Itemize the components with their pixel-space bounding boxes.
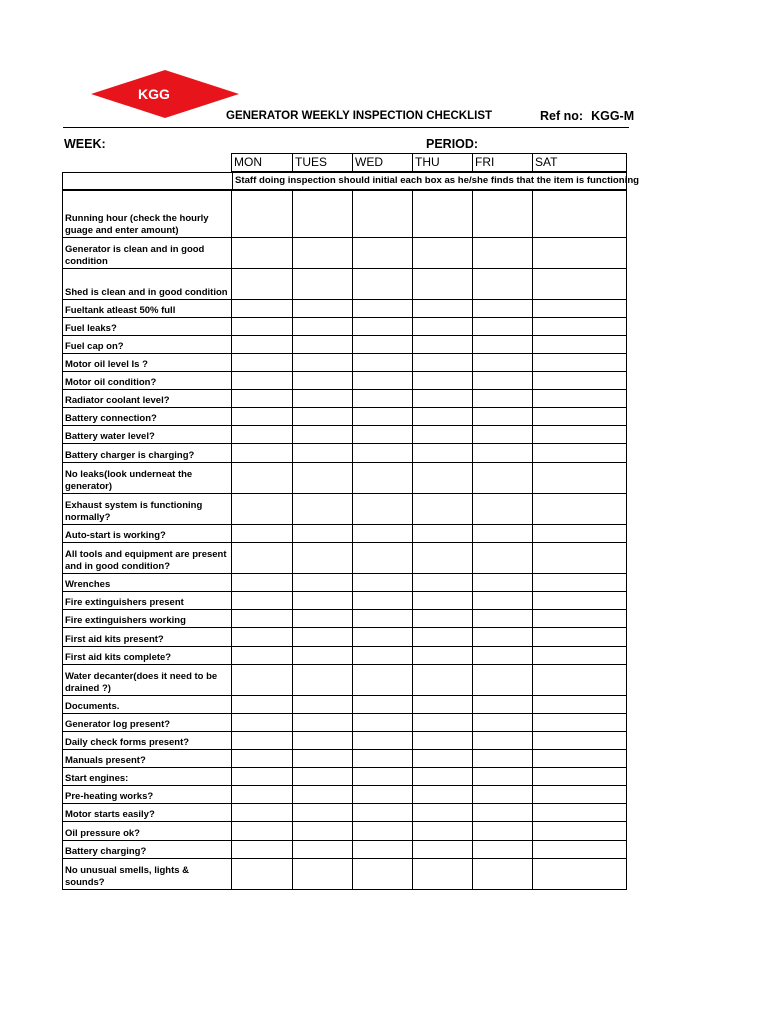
table-row xyxy=(63,463,627,494)
check-cell[interactable] xyxy=(353,300,413,318)
check-cell[interactable] xyxy=(533,543,627,574)
check-cell[interactable] xyxy=(533,318,627,336)
checklist-item: Exhaust system is functioning normally? xyxy=(63,494,232,525)
check-cell[interactable] xyxy=(293,750,353,768)
check-cell[interactable] xyxy=(293,822,353,841)
table-row xyxy=(63,525,627,543)
check-cell[interactable] xyxy=(293,390,353,408)
page-title: GENERATOR WEEKLY INSPECTION CHECKLIST xyxy=(226,110,493,122)
check-cell[interactable] xyxy=(473,238,533,269)
check-cell[interactable] xyxy=(473,628,533,647)
table-row xyxy=(63,372,627,390)
check-cell[interactable] xyxy=(293,463,353,494)
logo-text: KGG xyxy=(138,86,170,102)
check-cell[interactable] xyxy=(232,543,293,574)
check-cell[interactable] xyxy=(473,768,533,786)
check-cell[interactable] xyxy=(353,269,413,300)
check-cell[interactable] xyxy=(413,426,473,444)
check-cell[interactable] xyxy=(473,543,533,574)
check-cell[interactable] xyxy=(293,318,353,336)
check-cell[interactable] xyxy=(413,841,473,859)
table-row xyxy=(63,768,627,786)
check-cell[interactable] xyxy=(232,750,293,768)
checklist-item: Fire extinguishers present xyxy=(63,592,232,610)
check-cell[interactable] xyxy=(473,786,533,804)
check-cell[interactable] xyxy=(533,592,627,610)
checklist-item: Generator is clean and in good condition xyxy=(63,238,232,269)
check-cell[interactable] xyxy=(413,336,473,354)
check-cell[interactable] xyxy=(473,463,533,494)
check-cell[interactable] xyxy=(293,841,353,859)
table-row xyxy=(63,822,627,841)
check-cell[interactable] xyxy=(413,494,473,525)
check-cell[interactable] xyxy=(293,628,353,647)
check-cell[interactable] xyxy=(413,525,473,543)
checklist-item: Shed is clean and in good condition xyxy=(63,269,232,300)
table-row xyxy=(63,665,627,696)
check-cell[interactable] xyxy=(533,300,627,318)
table-row xyxy=(63,750,627,768)
week-label: WEEK: xyxy=(64,137,106,151)
checklist-item: Battery water level? xyxy=(63,426,232,444)
table-row xyxy=(63,426,627,444)
check-cell[interactable] xyxy=(232,318,293,336)
check-cell[interactable] xyxy=(293,574,353,592)
check-cell[interactable] xyxy=(353,822,413,841)
check-cell[interactable] xyxy=(232,786,293,804)
check-cell[interactable] xyxy=(533,444,627,463)
check-cell[interactable] xyxy=(533,238,627,269)
table-row xyxy=(63,444,627,463)
check-cell[interactable] xyxy=(293,732,353,750)
check-cell[interactable] xyxy=(533,804,627,822)
check-cell[interactable] xyxy=(473,354,533,372)
check-cell[interactable] xyxy=(232,494,293,525)
table-row xyxy=(63,390,627,408)
table-row xyxy=(63,628,627,647)
check-cell[interactable] xyxy=(353,426,413,444)
ref-label: Ref no: xyxy=(540,109,584,123)
instruction-text: Staff doing inspection should initial each box as he/she finds that the item is functioning xyxy=(235,175,640,186)
check-cell[interactable] xyxy=(473,592,533,610)
table-row xyxy=(63,714,627,732)
checklist-table xyxy=(62,190,627,890)
check-cell[interactable] xyxy=(353,592,413,610)
check-cell[interactable] xyxy=(293,647,353,665)
checklist-item: Running hour (check the hourly guage and enter amount) xyxy=(63,191,232,238)
check-cell[interactable] xyxy=(533,786,627,804)
check-cell[interactable] xyxy=(232,354,293,372)
check-cell[interactable] xyxy=(533,390,627,408)
check-cell[interactable] xyxy=(473,696,533,714)
check-cell[interactable] xyxy=(473,574,533,592)
check-cell[interactable] xyxy=(293,300,353,318)
check-cell[interactable] xyxy=(413,768,473,786)
check-cell[interactable] xyxy=(473,647,533,665)
check-cell[interactable] xyxy=(293,696,353,714)
check-cell[interactable] xyxy=(293,592,353,610)
check-cell[interactable] xyxy=(533,750,627,768)
table-row xyxy=(63,732,627,750)
check-cell[interactable] xyxy=(293,525,353,543)
table-row xyxy=(63,841,627,859)
check-cell[interactable] xyxy=(353,768,413,786)
check-cell[interactable] xyxy=(232,408,293,426)
checklist-item: Fuel cap on? xyxy=(63,336,232,354)
check-cell[interactable] xyxy=(413,269,473,300)
check-cell[interactable] xyxy=(293,610,353,628)
day-mon: MON xyxy=(232,154,293,172)
check-cell[interactable] xyxy=(413,665,473,696)
check-cell[interactable] xyxy=(533,665,627,696)
checklist-item: Documents. xyxy=(63,696,232,714)
checklist-item: Fire extinguishers working xyxy=(63,610,232,628)
checklist-item: Start engines: xyxy=(63,768,232,786)
check-cell[interactable] xyxy=(533,336,627,354)
check-cell[interactable] xyxy=(533,841,627,859)
check-cell[interactable] xyxy=(533,714,627,732)
table-row xyxy=(63,804,627,822)
checklist-item: Manuals present? xyxy=(63,750,232,768)
check-cell[interactable] xyxy=(293,354,353,372)
check-cell[interactable] xyxy=(413,592,473,610)
check-cell[interactable] xyxy=(293,859,353,890)
check-cell[interactable] xyxy=(293,786,353,804)
check-cell[interactable] xyxy=(353,610,413,628)
checklist-item: First aid kits complete? xyxy=(63,647,232,665)
table-row xyxy=(63,408,627,426)
check-cell[interactable] xyxy=(413,574,473,592)
check-cell[interactable] xyxy=(533,372,627,390)
check-cell[interactable] xyxy=(473,318,533,336)
checklist-item: Motor oil condition? xyxy=(63,372,232,390)
table-row xyxy=(63,238,627,269)
table-row xyxy=(63,647,627,665)
check-cell[interactable] xyxy=(413,786,473,804)
check-cell[interactable] xyxy=(232,336,293,354)
check-cell[interactable] xyxy=(533,732,627,750)
checklist-item: Battery charger is charging? xyxy=(63,444,232,463)
company-logo xyxy=(91,70,239,118)
check-cell[interactable] xyxy=(232,714,293,732)
check-cell[interactable] xyxy=(533,574,627,592)
check-cell[interactable] xyxy=(293,665,353,696)
check-cell[interactable] xyxy=(533,463,627,494)
table-row xyxy=(63,354,627,372)
check-cell[interactable] xyxy=(353,372,413,390)
check-cell[interactable] xyxy=(293,238,353,269)
check-cell[interactable] xyxy=(353,804,413,822)
check-cell[interactable] xyxy=(232,269,293,300)
check-cell[interactable] xyxy=(353,750,413,768)
check-cell[interactable] xyxy=(293,768,353,786)
check-cell[interactable] xyxy=(413,714,473,732)
check-cell[interactable] xyxy=(533,191,627,238)
day-tues: TUES xyxy=(293,154,353,172)
check-cell[interactable] xyxy=(473,732,533,750)
instruction-row xyxy=(62,172,640,190)
check-cell[interactable] xyxy=(473,610,533,628)
check-cell[interactable] xyxy=(232,859,293,890)
check-cell[interactable] xyxy=(232,822,293,841)
check-cell[interactable] xyxy=(293,408,353,426)
check-cell[interactable] xyxy=(413,318,473,336)
check-cell[interactable] xyxy=(473,426,533,444)
check-cell[interactable] xyxy=(473,822,533,841)
check-cell[interactable] xyxy=(232,390,293,408)
check-cell[interactable] xyxy=(232,804,293,822)
check-cell[interactable] xyxy=(293,336,353,354)
checklist-item: Fuel leaks? xyxy=(63,318,232,336)
check-cell[interactable] xyxy=(473,841,533,859)
check-cell[interactable] xyxy=(353,647,413,665)
check-cell[interactable] xyxy=(293,444,353,463)
check-cell[interactable] xyxy=(473,859,533,890)
check-cell[interactable] xyxy=(533,647,627,665)
check-cell[interactable] xyxy=(413,300,473,318)
check-cell[interactable] xyxy=(232,525,293,543)
check-cell[interactable] xyxy=(473,300,533,318)
check-cell[interactable] xyxy=(293,494,353,525)
check-cell[interactable] xyxy=(533,354,627,372)
check-cell[interactable] xyxy=(293,269,353,300)
checklist-item: Pre-heating works? xyxy=(63,786,232,804)
checklist-item: First aid kits present? xyxy=(63,628,232,647)
instruction-divider xyxy=(232,173,233,189)
checklist-item: Oil pressure ok? xyxy=(63,822,232,841)
check-cell[interactable] xyxy=(293,804,353,822)
check-cell[interactable] xyxy=(473,750,533,768)
check-cell[interactable] xyxy=(413,372,473,390)
check-cell[interactable] xyxy=(533,859,627,890)
table-row xyxy=(63,543,627,574)
check-cell[interactable] xyxy=(232,732,293,750)
check-cell[interactable] xyxy=(293,714,353,732)
title-underline xyxy=(63,127,629,128)
table-row xyxy=(63,574,627,592)
check-cell[interactable] xyxy=(413,750,473,768)
check-cell[interactable] xyxy=(413,463,473,494)
check-cell[interactable] xyxy=(413,732,473,750)
check-cell[interactable] xyxy=(473,444,533,463)
day-fri: FRI xyxy=(473,154,533,172)
check-cell[interactable] xyxy=(413,859,473,890)
check-cell[interactable] xyxy=(232,444,293,463)
check-cell[interactable] xyxy=(473,494,533,525)
check-cell[interactable] xyxy=(232,463,293,494)
checklist-item: Auto-start is working? xyxy=(63,525,232,543)
table-row xyxy=(63,300,627,318)
check-cell[interactable] xyxy=(473,390,533,408)
check-cell[interactable] xyxy=(413,696,473,714)
check-cell[interactable] xyxy=(232,647,293,665)
table-row xyxy=(63,494,627,525)
check-cell[interactable] xyxy=(413,191,473,238)
check-cell[interactable] xyxy=(413,804,473,822)
check-cell[interactable] xyxy=(232,628,293,647)
checklist-item: Battery charging? xyxy=(63,841,232,859)
checklist-item: Daily check forms present? xyxy=(63,732,232,750)
check-cell[interactable] xyxy=(353,543,413,574)
check-cell[interactable] xyxy=(353,336,413,354)
check-cell[interactable] xyxy=(473,665,533,696)
check-cell[interactable] xyxy=(353,732,413,750)
check-cell[interactable] xyxy=(353,354,413,372)
check-cell[interactable] xyxy=(533,408,627,426)
check-cell[interactable] xyxy=(232,300,293,318)
ref-value: KGG-M xyxy=(591,109,635,123)
period-label: PERIOD: xyxy=(426,137,479,151)
check-cell[interactable] xyxy=(232,574,293,592)
table-row xyxy=(63,269,627,300)
checklist-item: Water decanter(does it need to be drained ?) xyxy=(63,665,232,696)
check-cell[interactable] xyxy=(413,354,473,372)
check-cell[interactable] xyxy=(293,426,353,444)
check-cell[interactable] xyxy=(293,191,353,238)
check-cell[interactable] xyxy=(413,543,473,574)
check-cell[interactable] xyxy=(473,525,533,543)
day-thu: THU xyxy=(413,154,473,172)
checklist-item: All tools and equipment are present and in good condition? xyxy=(63,543,232,574)
check-cell[interactable] xyxy=(353,574,413,592)
check-cell[interactable] xyxy=(533,628,627,647)
check-cell[interactable] xyxy=(413,822,473,841)
check-cell[interactable] xyxy=(413,647,473,665)
check-cell[interactable] xyxy=(533,768,627,786)
check-cell[interactable] xyxy=(232,426,293,444)
check-cell[interactable] xyxy=(413,408,473,426)
checklist-item: Wrenches xyxy=(63,574,232,592)
table-row xyxy=(63,191,627,238)
table-row xyxy=(63,696,627,714)
checklist-item: No unusual smells, lights & sounds? xyxy=(63,859,232,890)
check-cell[interactable] xyxy=(353,665,413,696)
check-cell[interactable] xyxy=(353,390,413,408)
check-cell[interactable] xyxy=(353,191,413,238)
checklist-item: Battery connection? xyxy=(63,408,232,426)
checklist-item: Motor starts easily? xyxy=(63,804,232,822)
day-wed: WED xyxy=(353,154,413,172)
check-cell[interactable] xyxy=(353,238,413,269)
days-header xyxy=(231,153,627,172)
check-cell[interactable] xyxy=(533,525,627,543)
check-cell[interactable] xyxy=(473,336,533,354)
check-cell[interactable] xyxy=(232,238,293,269)
check-cell[interactable] xyxy=(473,714,533,732)
checklist-item: Generator log present? xyxy=(63,714,232,732)
check-cell[interactable] xyxy=(353,714,413,732)
checklist-item: No leaks(look underneat the generator) xyxy=(63,463,232,494)
check-cell[interactable] xyxy=(232,191,293,238)
check-cell[interactable] xyxy=(473,804,533,822)
check-cell[interactable] xyxy=(413,390,473,408)
table-row xyxy=(63,318,627,336)
check-cell[interactable] xyxy=(413,628,473,647)
check-cell[interactable] xyxy=(533,696,627,714)
check-cell[interactable] xyxy=(473,269,533,300)
check-cell[interactable] xyxy=(353,525,413,543)
ref-number xyxy=(540,109,635,123)
check-cell[interactable] xyxy=(473,191,533,238)
check-cell[interactable] xyxy=(413,238,473,269)
check-cell[interactable] xyxy=(232,372,293,390)
day-sat: SAT xyxy=(533,154,627,172)
check-cell[interactable] xyxy=(353,859,413,890)
check-cell[interactable] xyxy=(533,269,627,300)
check-cell[interactable] xyxy=(473,372,533,390)
check-cell[interactable] xyxy=(353,408,413,426)
checklist-item: Radiator coolant level? xyxy=(63,390,232,408)
check-cell[interactable] xyxy=(533,494,627,525)
check-cell[interactable] xyxy=(533,610,627,628)
table-row xyxy=(63,859,627,890)
check-cell[interactable] xyxy=(353,841,413,859)
check-cell[interactable] xyxy=(353,444,413,463)
check-cell[interactable] xyxy=(353,628,413,647)
table-row xyxy=(63,610,627,628)
check-cell[interactable] xyxy=(473,408,533,426)
checklist-item: Fueltank atleast 50% full xyxy=(63,300,232,318)
check-cell[interactable] xyxy=(353,696,413,714)
table-row xyxy=(63,786,627,804)
check-cell[interactable] xyxy=(232,768,293,786)
check-cell[interactable] xyxy=(293,543,353,574)
table-row xyxy=(63,336,627,354)
check-cell[interactable] xyxy=(232,841,293,859)
check-cell[interactable] xyxy=(232,665,293,696)
check-cell[interactable] xyxy=(353,494,413,525)
checklist-item: Motor oil level Is ? xyxy=(63,354,232,372)
check-cell[interactable] xyxy=(293,372,353,390)
check-cell[interactable] xyxy=(533,822,627,841)
check-cell[interactable] xyxy=(533,426,627,444)
check-cell[interactable] xyxy=(232,696,293,714)
table-row xyxy=(63,592,627,610)
check-cell[interactable] xyxy=(413,610,473,628)
check-cell[interactable] xyxy=(353,318,413,336)
check-cell[interactable] xyxy=(353,463,413,494)
check-cell[interactable] xyxy=(413,444,473,463)
check-cell[interactable] xyxy=(232,592,293,610)
check-cell[interactable] xyxy=(353,786,413,804)
check-cell[interactable] xyxy=(232,610,293,628)
